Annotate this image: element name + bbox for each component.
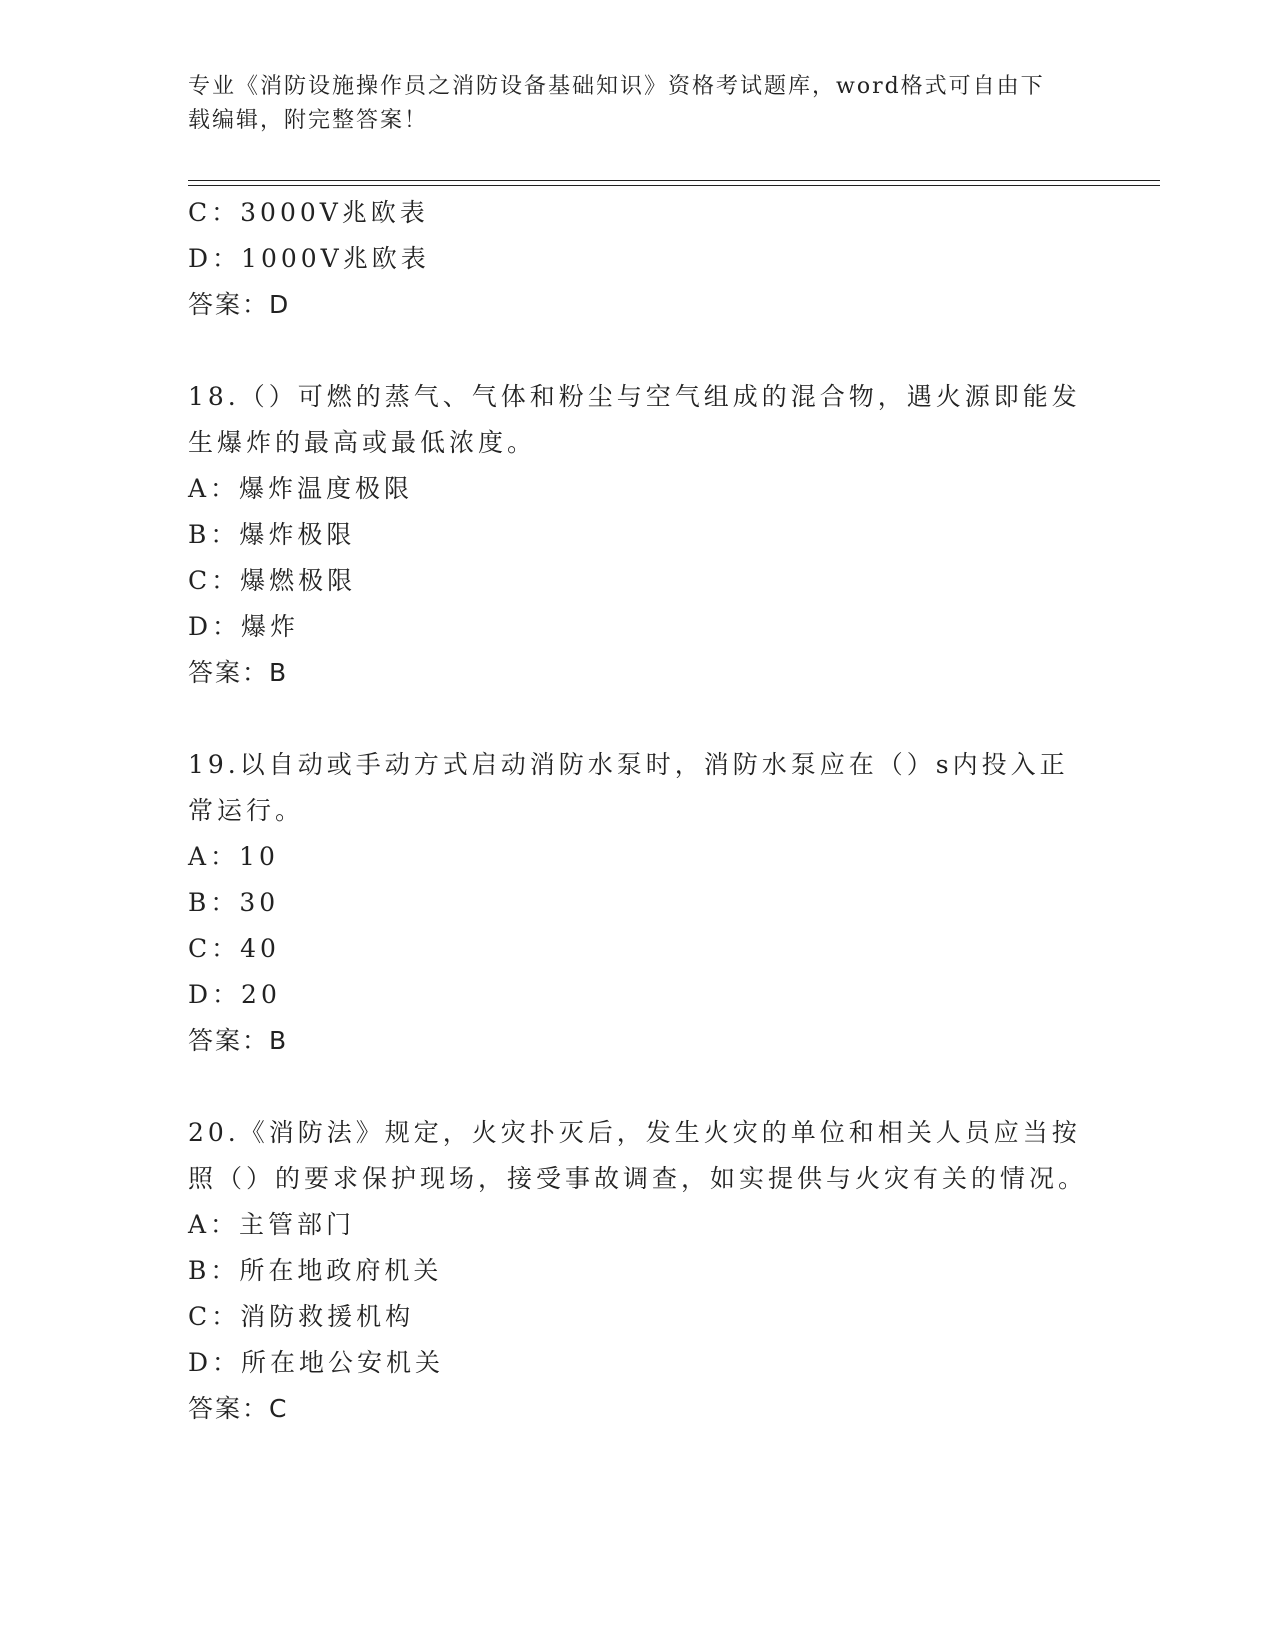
document-header: 专业《消防设施操作员之消防设备基础知识》资格考试题库，word格式可自由下载编辑，附完整答案！ — [188, 74, 1045, 133]
option-b: B：所在地政府机关 — [188, 1256, 443, 1285]
question-text: 20.《消防法》规定，火灾扑灭后，发生火灾的单位和相关人员应当按照（）的要求保护现场，接受事故调查，如实提供与火灾有关的情况。 — [188, 1118, 1088, 1193]
option-d: D：所在地公安机关 — [188, 1348, 445, 1377]
option-a: A：主管部门 — [188, 1210, 356, 1239]
question-text: 19.以自动或手动方式启动消防水泵时，消防水泵应在（）s内投入正常运行。 — [188, 750, 1069, 825]
option-b: B：爆炸极限 — [188, 520, 356, 549]
question-20 — [188, 1110, 1088, 1432]
option-d: D：20 — [188, 980, 281, 1009]
previous-question-tail — [188, 190, 1088, 328]
answer-line: 答案：B — [188, 1026, 289, 1055]
answer-line: 答案：C — [188, 1394, 289, 1423]
answer-line: 答案：B — [188, 658, 289, 687]
option-c: C：3000V兆欧表 — [188, 198, 429, 227]
option-c: C：爆燃极限 — [188, 566, 357, 595]
option-c: C：40 — [188, 934, 280, 963]
question-list — [188, 190, 1088, 1432]
option-d: D：爆炸 — [188, 612, 300, 641]
option-a: A：10 — [188, 842, 279, 871]
question-text: 18.（）可燃的蒸气、气体和粉尘与空气组成的混合物，遇火源即能发生爆炸的最高或最低浓度。 — [188, 382, 1081, 457]
question-19 — [188, 742, 1088, 1064]
option-c: C：消防救援机构 — [188, 1302, 415, 1331]
option-a: A：爆炸温度极限 — [188, 474, 414, 503]
answer-line: 答案：D — [188, 290, 291, 319]
option-b: B：30 — [188, 888, 280, 917]
option-d: D：1000V兆欧表 — [188, 244, 430, 273]
header-divider-bottom — [188, 185, 1160, 186]
question-18 — [188, 374, 1088, 696]
header-divider-top — [188, 180, 1160, 181]
